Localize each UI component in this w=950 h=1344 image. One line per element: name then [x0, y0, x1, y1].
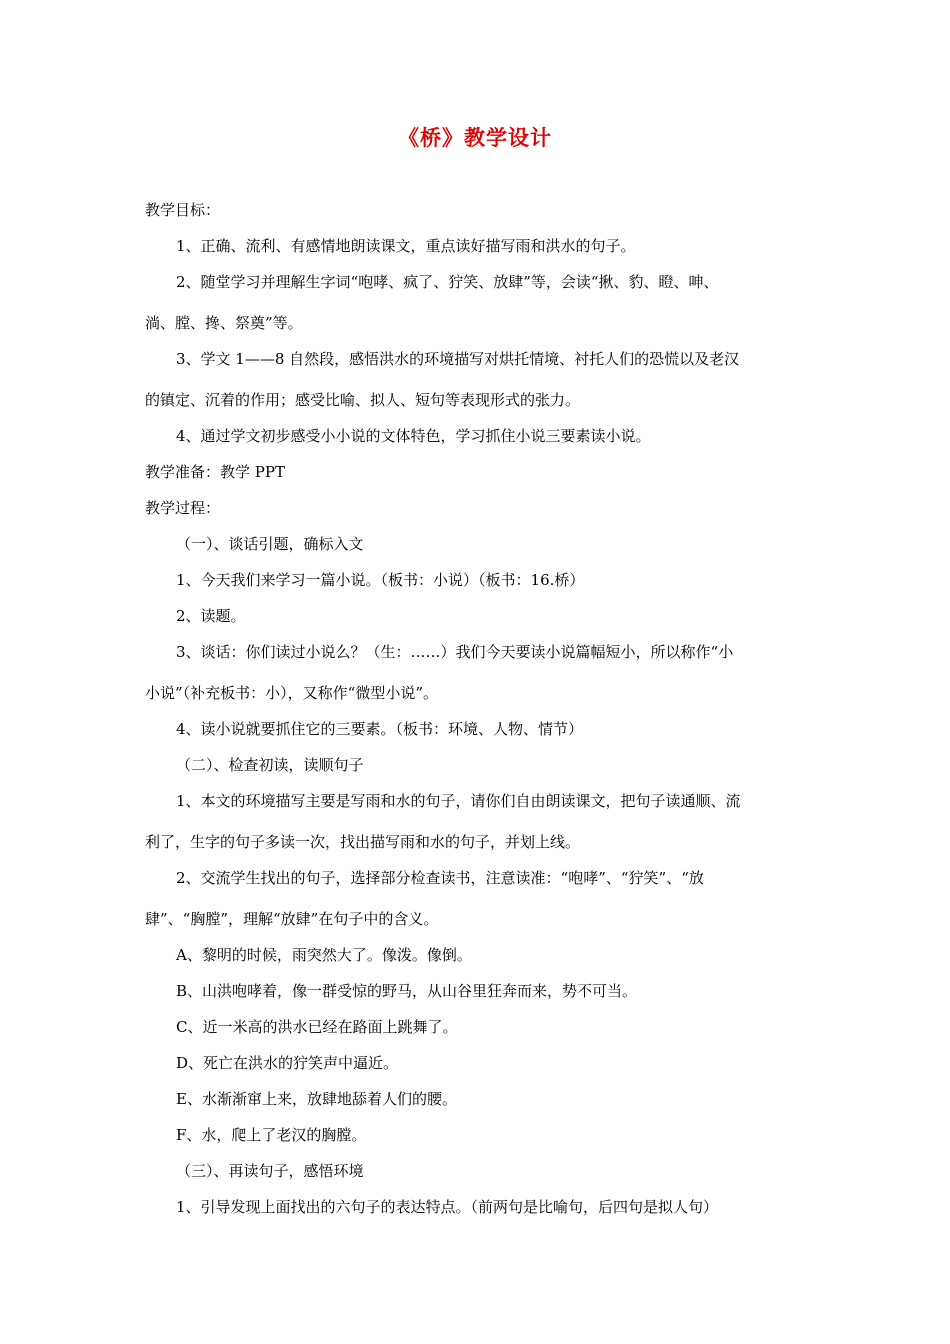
sentence-item: F、水，爬上了老汉的胸膛。 — [176, 1126, 367, 1144]
sentence-item: A、黎明的时候，雨突然大了。像泼。像倒。 — [176, 946, 472, 964]
paragraph-continued: 利了，生字的句子多读一次，找出描写雨和水的句子，并划上线。 — [145, 833, 581, 851]
paragraph-continued: 肆”、“胸膛”，理解“放肆”在句子中的含义。 — [145, 910, 439, 928]
sentence-item: C、近一米高的洪水已经在路面上跳舞了。 — [176, 1018, 458, 1036]
paragraph-continued: 淌、膛、搀、祭奠”等。 — [145, 314, 303, 332]
heading-process: 教学过程： — [145, 499, 221, 517]
paragraph-continued: 小说”（补充板书：小），又称作“微型小说”。 — [145, 684, 439, 702]
section-heading: （二）、检查初读，读顺句子 — [176, 756, 364, 774]
heading-preparation: 教学准备：教学 PPT — [145, 463, 285, 481]
paragraph: 1、本文的环境描写主要是写雨和水的句子，请你们自由朗读课文，把句子读通顺、流 — [176, 792, 741, 810]
paragraph: 2、读题。 — [176, 607, 246, 625]
paragraph: 4、读小说就要抓住它的三要素。（板书：环境、人物、情节） — [176, 720, 584, 738]
paragraph: 3、学文 1——8 自然段，感悟洪水的环境描写对烘托情境、衬托人们的恐慌以及老汉 — [176, 350, 740, 368]
paragraph: 2、交流学生找出的句子，选择部分检查读书，注意读准：“咆哮”、“狞笑”、“放 — [176, 869, 704, 887]
sentence-item: E、水渐渐窜上来，放肆地舔着人们的腰。 — [176, 1090, 457, 1108]
document-title: 《桥》教学设计 — [398, 126, 552, 150]
paragraph-continued: 的镇定、沉着的作用；感受比喻、拟人、短句等表现形式的张力。 — [145, 391, 581, 409]
section-heading: （一）、谈话引题，确标入文 — [176, 535, 364, 553]
paragraph: 1、引导发现上面找出的六句子的表达特点。（前两句是比喻句，后四句是拟人句） — [176, 1198, 719, 1216]
paragraph: 1、今天我们来学习一篇小说。（板书：小说）（板书：16.桥） — [176, 571, 585, 589]
sentence-item: B、山洪咆哮着，像一群受惊的野马，从山谷里狂奔而来，势不可当。 — [176, 982, 638, 1000]
paragraph: 2、随堂学习并理解生字词“咆哮、疯了、狞笑、放肆”等，会读“揪、豹、瞪、呻、 — [176, 273, 719, 291]
section-heading: （三）、再读句子，感悟环境 — [176, 1162, 364, 1180]
paragraph: 1、正确、流利、有感情地朗读课文，重点读好描写雨和洪水的句子。 — [176, 237, 636, 255]
paragraph: 3、谈话：你们读过小说么？（生：……）我们今天要读小说篇幅短小，所以称作“小 — [176, 643, 734, 661]
heading-objectives: 教学目标： — [145, 201, 221, 219]
sentence-item: D、死亡在洪水的狞笑声中逼近。 — [176, 1054, 399, 1072]
paragraph: 4、通过学文初步感受小小说的文体特色，学习抓住小说三要素读小说。 — [176, 427, 651, 445]
